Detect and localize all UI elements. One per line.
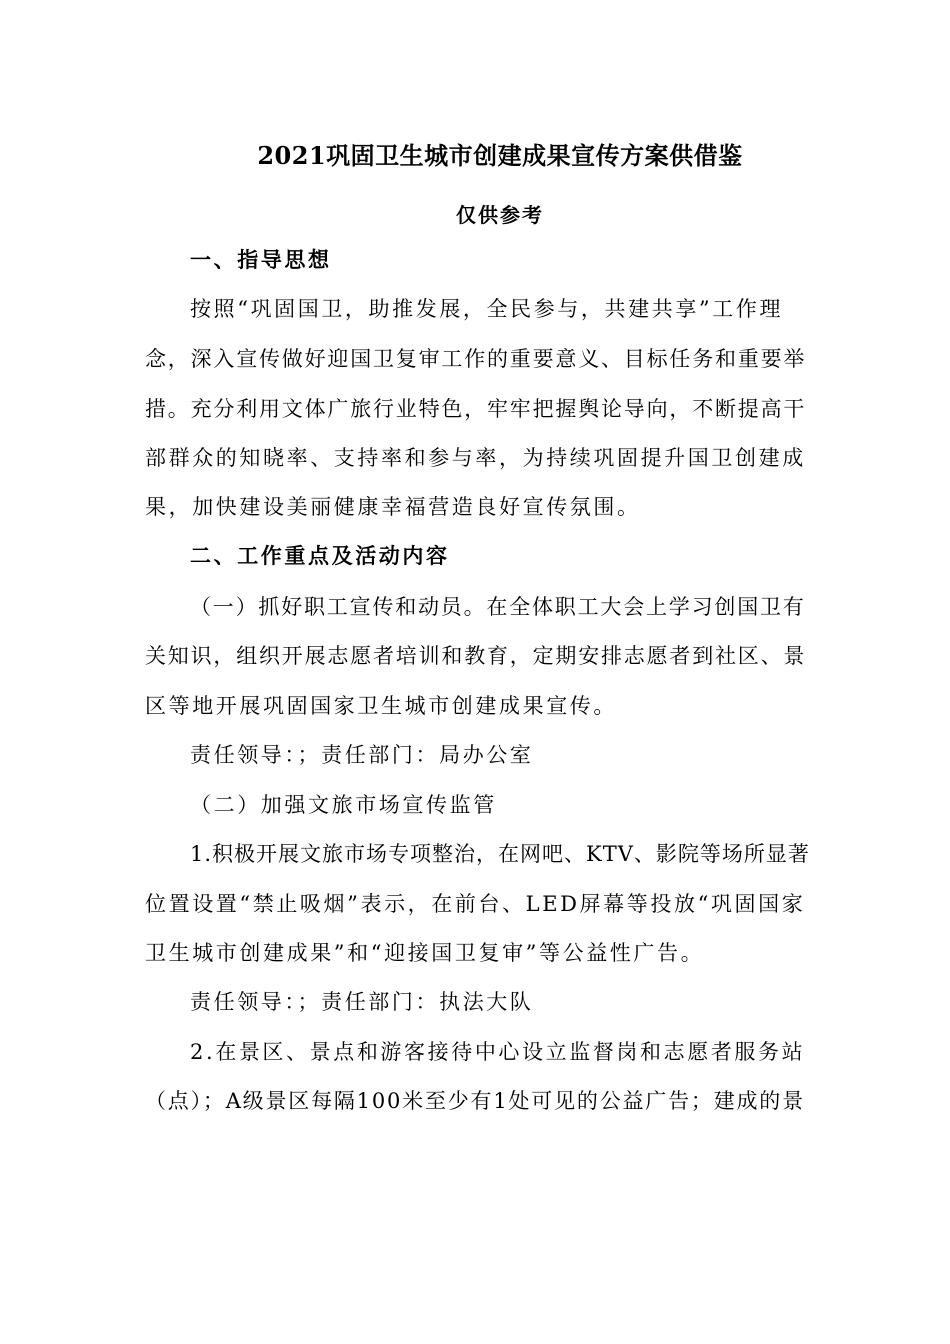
paragraph-line: 卫生城市创建成果”和“迎接国卫复审”等公益性广告。 (145, 941, 705, 965)
paragraph-line: 念，深入宣传做好迎国卫复审工作的重要意义、目标任务和重要举 (145, 347, 807, 371)
paragraph-line: （一）抓好职工宣传和动员。在全体职工大会上学习创国卫有 (190, 595, 806, 619)
subsection-heading: （二）加强文旅市场宣传监管 (190, 793, 497, 817)
section-heading: 一、指导思想 (190, 247, 332, 272)
paragraph-line: 部群众的知晓率、支持率和参与率，为持续巩固提升国卫创建成 (145, 446, 806, 470)
responsibility-line: 责任领导：；责任部门：局办公室 (190, 743, 534, 767)
section-heading: 二、工作重点及活动内容 (190, 543, 450, 568)
responsibility-line: 责任领导：；责任部门：执法大队 (190, 990, 534, 1014)
paragraph-line: 果，加快建设美丽健康幸福营造良好宣传氛围。 (145, 495, 641, 519)
paragraph-line: （点）；A级景区每隔100米至少有1处可见的公益广告；建成的景 (145, 1089, 805, 1113)
document-title: 2021巩固卫生城市创建成果宣传方案供借鉴 (257, 141, 743, 170)
paragraph-line: 2.在景区、景点和游客接待中心设立监督岗和志愿者服务站 (190, 1040, 806, 1064)
document-subtitle: 仅供参考 (456, 203, 544, 227)
paragraph-line: 区等地开展巩固国家卫生城市创建成果宣传。 (145, 694, 617, 718)
paragraph-line: 关知识，组织开展志愿者培训和教育，定期安排志愿者到社区、景 (145, 644, 807, 668)
paragraph-line: 1.积极开展文旅市场专项整治，在网吧、KTV、影院等场所显著 (190, 842, 810, 866)
paragraph-line: 位置设置“禁止吸烟”表示，在前台、LED屏幕等投放“巩固国家 (145, 892, 806, 916)
paragraph-line: 按照“巩固国卫，助推发展，全民参与，共建共享”工作理 (190, 297, 784, 321)
paragraph-line: 措。充分利用文体广旅行业特色，牢牢把握舆论导向，不断提高干 (145, 397, 807, 421)
